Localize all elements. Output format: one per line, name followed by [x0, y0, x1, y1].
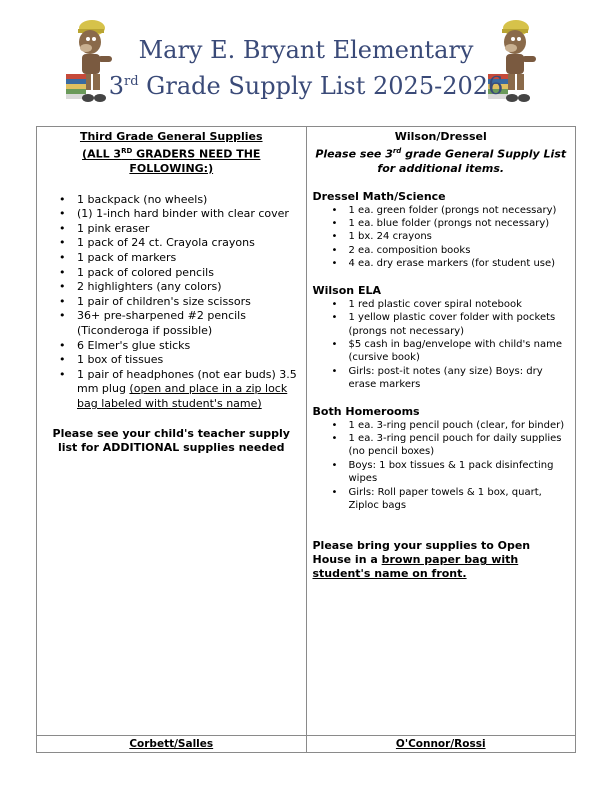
list-item: • Girls: Roll paper towels & 1 box, quart, Ziploc bags [313, 486, 570, 513]
instruction-sup: rd [392, 147, 402, 155]
list-item: • 1 pack of 24 ct. Crayola crayons [45, 236, 298, 251]
list-item: • 1 ea. 3-ring pencil pouch for daily supplies (no pencil boxes) [313, 432, 570, 459]
homerooms-list [313, 419, 570, 513]
footer-oconnor-rossi: O'Connor/Rossi [306, 736, 576, 753]
school-name: Mary E. Bryant Elementary [138, 36, 474, 64]
list-item: • 1 backpack (no wheels) [45, 193, 298, 208]
general-supplies-title: Third Grade General Supplies [79, 130, 263, 143]
list-item: • Girls: post-it notes (any size) Boys: dry erase markers [313, 365, 570, 392]
general-supplies-column [37, 127, 307, 736]
open-house-text: Please bring your supplies to Open House in a [312, 539, 531, 567]
section-title-ela: Wilson ELA [312, 283, 381, 297]
section-title-math-science: Dressel Math/Science [312, 189, 446, 203]
list-item: • 1 box of tissues [45, 353, 298, 368]
list-item: • (1) 1-inch hard binder with clear cover [45, 207, 298, 222]
list-item: • $5 cash in bag/envelope with child's name (cursive book) [313, 338, 570, 365]
math-science-list [313, 204, 570, 271]
list-item: • 6 Elmer's glue sticks [45, 339, 298, 354]
list-title-text: Grade Supply List 2025-2026 [138, 72, 504, 100]
list-item: • 1 pack of colored pencils [45, 266, 298, 281]
general-supplies-list [45, 193, 298, 412]
section-title-homerooms: Both Homerooms [312, 404, 420, 418]
list-item: • 4 ea. dry erase markers (for student use) [313, 257, 570, 270]
grade-ordinal: rd [124, 74, 139, 89]
subtitle-part-b: GRADERS NEED THE FOLLOWING:) [129, 147, 261, 175]
list-item: • 1 pair of children's size scissors [45, 295, 298, 310]
list-item: • 1 red plastic cover spiral notebook [313, 298, 570, 311]
instruction-part-a: Please see 3 [315, 147, 393, 161]
list-item: • 1 pack of markers [45, 251, 298, 266]
list-item: • 2 ea. composition books [313, 244, 570, 257]
subtitle-sup: RD [121, 147, 133, 155]
list-item: • 1 yellow plastic cover folder with pockets (prongs not necessary) [313, 311, 570, 338]
list-item: • 1 bx. 24 crayons [313, 230, 570, 243]
instruction-part-b: grade General Supply List for additional items. [377, 147, 567, 175]
list-item: • 1 pink eraser [45, 222, 298, 237]
supply-table [36, 126, 576, 753]
brown-bag-text: brown paper bag with student's name on front. [312, 553, 519, 581]
list-item-headphones [45, 368, 298, 412]
wilson-dressel-title: Wilson/Dressel [394, 130, 487, 143]
footer-corbett-salles: Corbett/Salles [37, 736, 307, 753]
headphones-instructions: (open and place in a zip lock bag labeled with student's name) [77, 382, 288, 410]
grade-number: 3 [108, 72, 124, 100]
list-item: • 36+ pre-sharpened #2 pencils (Ticonderoga if possible) [45, 309, 298, 338]
list-item: • Boys: 1 box tissues & 1 pack disinfecting wipes [313, 459, 570, 486]
list-item: • 2 highlighters (any colors) [45, 280, 298, 295]
subtitle-part-a: (ALL 3 [82, 147, 122, 161]
ela-list [313, 298, 570, 392]
list-item: • 1 ea. green folder (prongs not necessary) [313, 204, 570, 217]
list-item: • 1 ea. 3-ring pencil pouch (clear, for binder) [313, 419, 570, 432]
teacher-list-note: Please see your child's teacher supply list for ADDITIONAL supplies needed [52, 426, 290, 454]
general-supplies-subtitle [45, 144, 298, 176]
general-list-instruction [313, 144, 570, 176]
open-house-note [313, 539, 570, 581]
headphones-text: 1 pair of headphones (not ear buds) 3.5 mm plug [77, 367, 297, 396]
wilson-dressel-column [306, 127, 576, 736]
list-title [0, 72, 612, 100]
list-item: • 1 ea. blue folder (prongs not necessary) [313, 217, 570, 230]
